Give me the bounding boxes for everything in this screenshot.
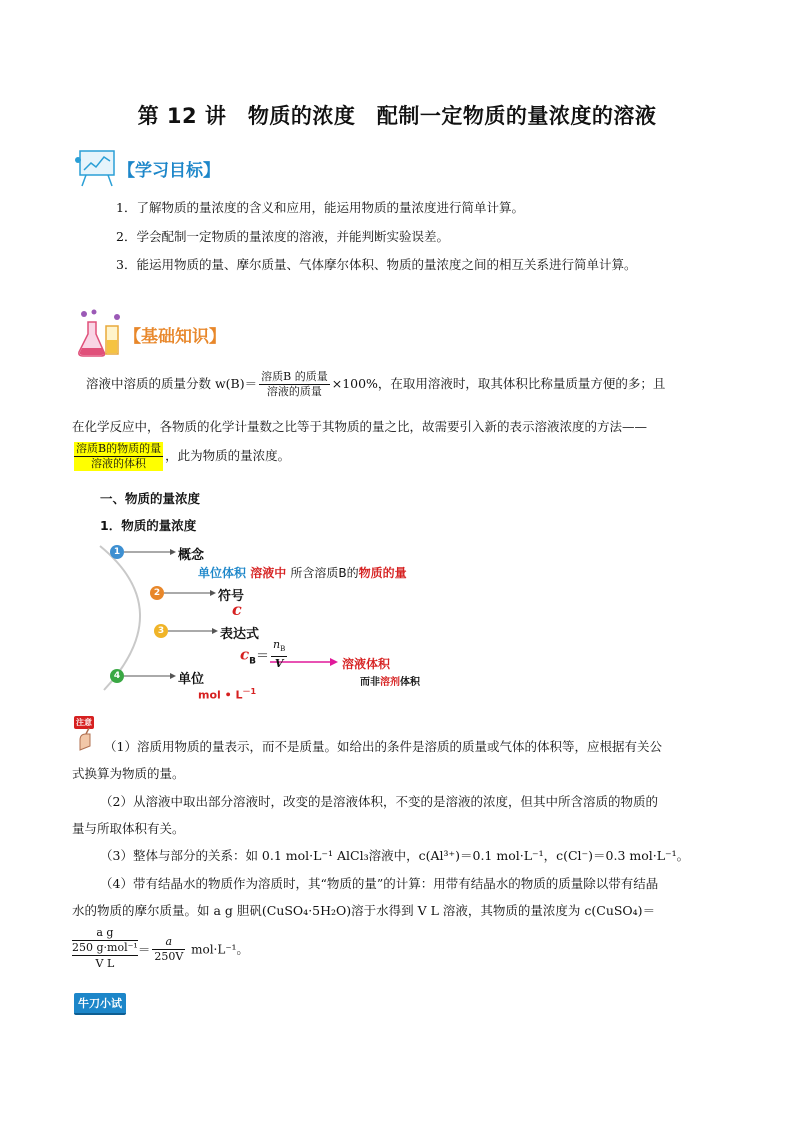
simplified-denominator: 250V bbox=[154, 949, 184, 963]
attention-badge: 注意 bbox=[76, 718, 92, 727]
compound-num-top: a g bbox=[96, 926, 114, 939]
goal-item-3: 3．能运用物质的量、摩尔质量、气体摩尔体积、物质的量浓度之间的相互关系进行简单计算。 bbox=[116, 257, 637, 272]
note-4-line-1: （4）带有结晶水的物质作为溶质时，其“物质的量”的计算：用带有结晶水的物质的质量除以带有结晶 bbox=[100, 876, 659, 891]
node-3-marker: 3 bbox=[154, 624, 168, 638]
unit-sup: －1 bbox=[242, 687, 257, 696]
note-1-line-1: （1）溶质用物质的量表示，而不是质量。如给出的条件是溶质的质量或气体的体积等，应根据有关公 bbox=[104, 739, 662, 754]
unit-value bbox=[198, 686, 256, 702]
note-not: 而非 bbox=[360, 677, 380, 688]
node-label-expression: 表达式 bbox=[220, 627, 260, 642]
expr-denominator bbox=[271, 656, 287, 671]
node-2-marker: 2 bbox=[150, 586, 164, 600]
compound-denominator: V L bbox=[72, 955, 138, 972]
concept-amount: 物质的量 bbox=[358, 566, 407, 580]
compound-equals: ＝ bbox=[137, 942, 151, 957]
expression-formula bbox=[240, 638, 289, 671]
unit-text: mol • L bbox=[198, 688, 243, 702]
note-solvent: 溶剂 bbox=[380, 677, 400, 688]
compound-num-bottom: 250 g·mol⁻¹ bbox=[72, 941, 138, 954]
expr-num-sub: B bbox=[280, 645, 286, 654]
expr-c: c bbox=[240, 645, 250, 664]
compound-fraction bbox=[72, 926, 138, 972]
note-4-line-2: 水的物质的摩尔质量。如 a g 胆矾(CuSO₄·5H₂O)溶于水得到 V L 溶液，其物质的量浓度为 c(CuSO₄)＝ bbox=[72, 903, 656, 918]
mass-fraction-formula bbox=[259, 370, 330, 399]
frac2-numerator: 溶质B的物质的量 bbox=[76, 442, 162, 455]
cuso4-concentration-formula bbox=[72, 926, 248, 972]
concept-unit-volume: 单位体积 bbox=[198, 566, 247, 580]
concept-diagram bbox=[98, 540, 478, 700]
section-header-basics: 【基础知识】 bbox=[124, 327, 226, 347]
frac2-denominator: 溶液的体积 bbox=[74, 456, 163, 471]
practice-badge: 牛刀小试 bbox=[74, 993, 126, 1015]
arrow-target-solution-volume: 溶液体积 bbox=[342, 657, 391, 671]
section-header-goals: 【学习目标】 bbox=[118, 161, 220, 181]
concentration-definition-formula bbox=[74, 442, 163, 471]
intro-line-2: 在化学反应中，各物质的化学计量数之比等于其物质的量之比，故需要引入新的表示溶液浓度的方法—— bbox=[72, 419, 648, 434]
expr-fraction bbox=[271, 638, 287, 671]
expr-numerator bbox=[271, 638, 287, 656]
note-volume: 体积 bbox=[400, 677, 420, 688]
goals-icon bbox=[74, 148, 120, 188]
flask-icon bbox=[74, 308, 124, 358]
expr-sub-b: B bbox=[249, 656, 257, 667]
goal-item-2: 2．学会配制一定物质的量浓度的溶液，并能判断实验误差。 bbox=[116, 229, 449, 244]
subheading-concentration: 一、物质的量浓度 bbox=[100, 491, 201, 506]
intro-text-a: 溶液中溶质的质量分数 w(B)＝ bbox=[86, 376, 258, 391]
node-label-unit: 单位 bbox=[178, 672, 205, 687]
page-title: 第 12 讲 物质的浓度 配制一定物质的量浓度的溶液 bbox=[137, 104, 657, 128]
node-label-symbol: 符号 bbox=[218, 589, 245, 604]
goal-item-1: 1．了解物质的量浓度的含义和应用，能运用物质的量浓度进行简单计算。 bbox=[116, 200, 524, 215]
intro-line-1 bbox=[86, 370, 665, 410]
concept-in-solution: 溶液中 bbox=[250, 566, 287, 580]
simplified-fraction bbox=[152, 935, 185, 964]
concept-definition bbox=[198, 564, 407, 581]
expr-equals: ＝ bbox=[256, 649, 270, 665]
not-solvent-volume-note bbox=[360, 673, 420, 688]
node-1-marker: 1 bbox=[110, 545, 124, 559]
frac1-denominator: 溶液的质量 bbox=[259, 384, 330, 399]
simplified-numerator: a bbox=[165, 934, 173, 948]
intro-line-3-tail: ，此为物质的量浓度。 bbox=[165, 448, 291, 463]
compound-numerator bbox=[72, 926, 138, 955]
note-1-line-2: 式换算为物质的量。 bbox=[72, 766, 185, 781]
attention-icon bbox=[74, 716, 102, 752]
intro-text-b: ×100%，在取用溶液时，取其体积比称量质量方便的多；且 bbox=[331, 376, 666, 391]
note-2-line-1: （2）从溶液中取出部分溶液时，改变的是溶液体积，不变的是溶液的浓度，但其中所含溶质的物质的 bbox=[100, 794, 658, 809]
frac1-numerator: 溶质B 的质量 bbox=[261, 370, 328, 383]
concept-solute-b: 所含溶质B的 bbox=[290, 566, 359, 580]
expr-n: n bbox=[273, 638, 281, 651]
note-2-line-2: 量与所取体积有关。 bbox=[72, 821, 185, 836]
node-label-concept: 概念 bbox=[178, 548, 205, 563]
simplified-unit: mol·L⁻¹。 bbox=[187, 942, 249, 957]
subheading-concentration-1: 1．物质的量浓度 bbox=[100, 518, 197, 533]
note-3: （3）整体与部分的关系：如 0.1 mol·L⁻¹ AlCl₃溶液中，c(Al³⁺)＝0.1 mol·L⁻¹，c(Cl⁻)＝0.3 mol·L⁻¹。 bbox=[100, 848, 690, 863]
expr-v: V bbox=[274, 657, 284, 671]
symbol-c: c bbox=[232, 600, 242, 619]
node-4-marker: 4 bbox=[110, 669, 124, 683]
intro-line-3 bbox=[72, 442, 290, 471]
